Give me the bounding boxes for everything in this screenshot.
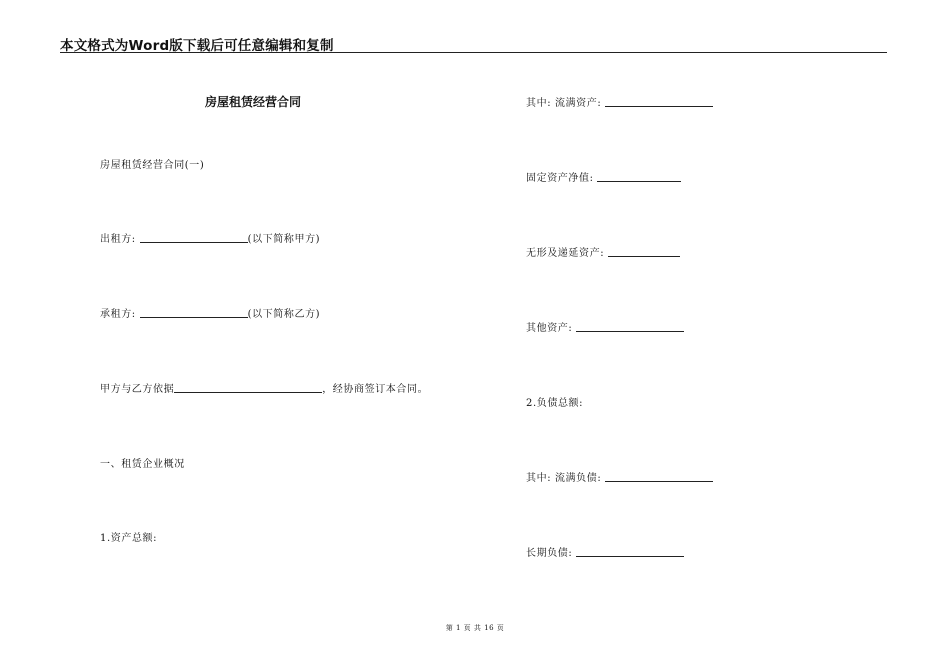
page-total: 16	[484, 624, 495, 632]
other-assets-line	[526, 319, 684, 334]
section-heading: 一、租赁企业概况	[100, 459, 185, 470]
long-term-liabilities-blank[interactable]	[576, 546, 684, 557]
intangible-assets-line	[526, 244, 680, 259]
intangible-assets-label: 无形及递延资产:	[526, 248, 605, 259]
total-assets-label: 1.资产总额:	[100, 533, 158, 544]
lessee-label: 承租方:	[100, 309, 136, 320]
other-assets-label: 其他资产:	[526, 323, 573, 334]
current-liabilities-blank[interactable]	[605, 471, 713, 482]
current-liabilities-label: 其中: 流满负债:	[526, 473, 602, 484]
page-suffix: 页	[496, 624, 505, 632]
lessor-blank[interactable]	[140, 232, 248, 243]
page-footer	[0, 623, 950, 633]
current-assets-blank[interactable]	[605, 96, 713, 107]
document-header: 本文格式为Word版下载后可任意编辑和复制	[60, 38, 334, 54]
header-divider	[60, 52, 887, 53]
fixed-assets-line	[526, 169, 681, 184]
long-term-liabilities-line	[526, 544, 684, 559]
page-mid: 页 共	[463, 624, 482, 632]
page-number: 1	[455, 624, 461, 632]
lessee-line	[100, 305, 320, 320]
lessor-label: 出租方:	[100, 234, 136, 245]
long-term-liabilities-label: 长期负债:	[526, 548, 573, 559]
page-prefix: 第	[445, 624, 454, 632]
current-liabilities-line	[526, 469, 713, 484]
total-liabilities-label: 2.负债总额:	[526, 398, 584, 409]
basis-blank[interactable]	[174, 382, 322, 393]
lessee-blank[interactable]	[140, 307, 248, 318]
other-assets-blank[interactable]	[576, 321, 684, 332]
basis-prefix: 甲方与乙方依据	[100, 384, 175, 395]
basis-suffix: ，经协商签订本合同。	[322, 384, 429, 395]
lessor-suffix: (以下简称甲方)	[247, 234, 321, 245]
intangible-assets-blank[interactable]	[608, 246, 680, 257]
fixed-assets-label: 固定资产净值:	[526, 173, 594, 184]
contract-subtitle: 房屋租赁经营合同(一)	[100, 160, 205, 171]
lessee-suffix: (以下简称乙方)	[247, 309, 321, 320]
lessor-line	[100, 230, 320, 245]
current-assets-line	[526, 94, 713, 109]
fixed-assets-blank[interactable]	[597, 171, 681, 182]
document-title: 房屋租赁经营合同	[205, 95, 302, 109]
basis-line	[100, 380, 428, 395]
current-assets-label: 其中: 流满资产:	[526, 98, 602, 109]
